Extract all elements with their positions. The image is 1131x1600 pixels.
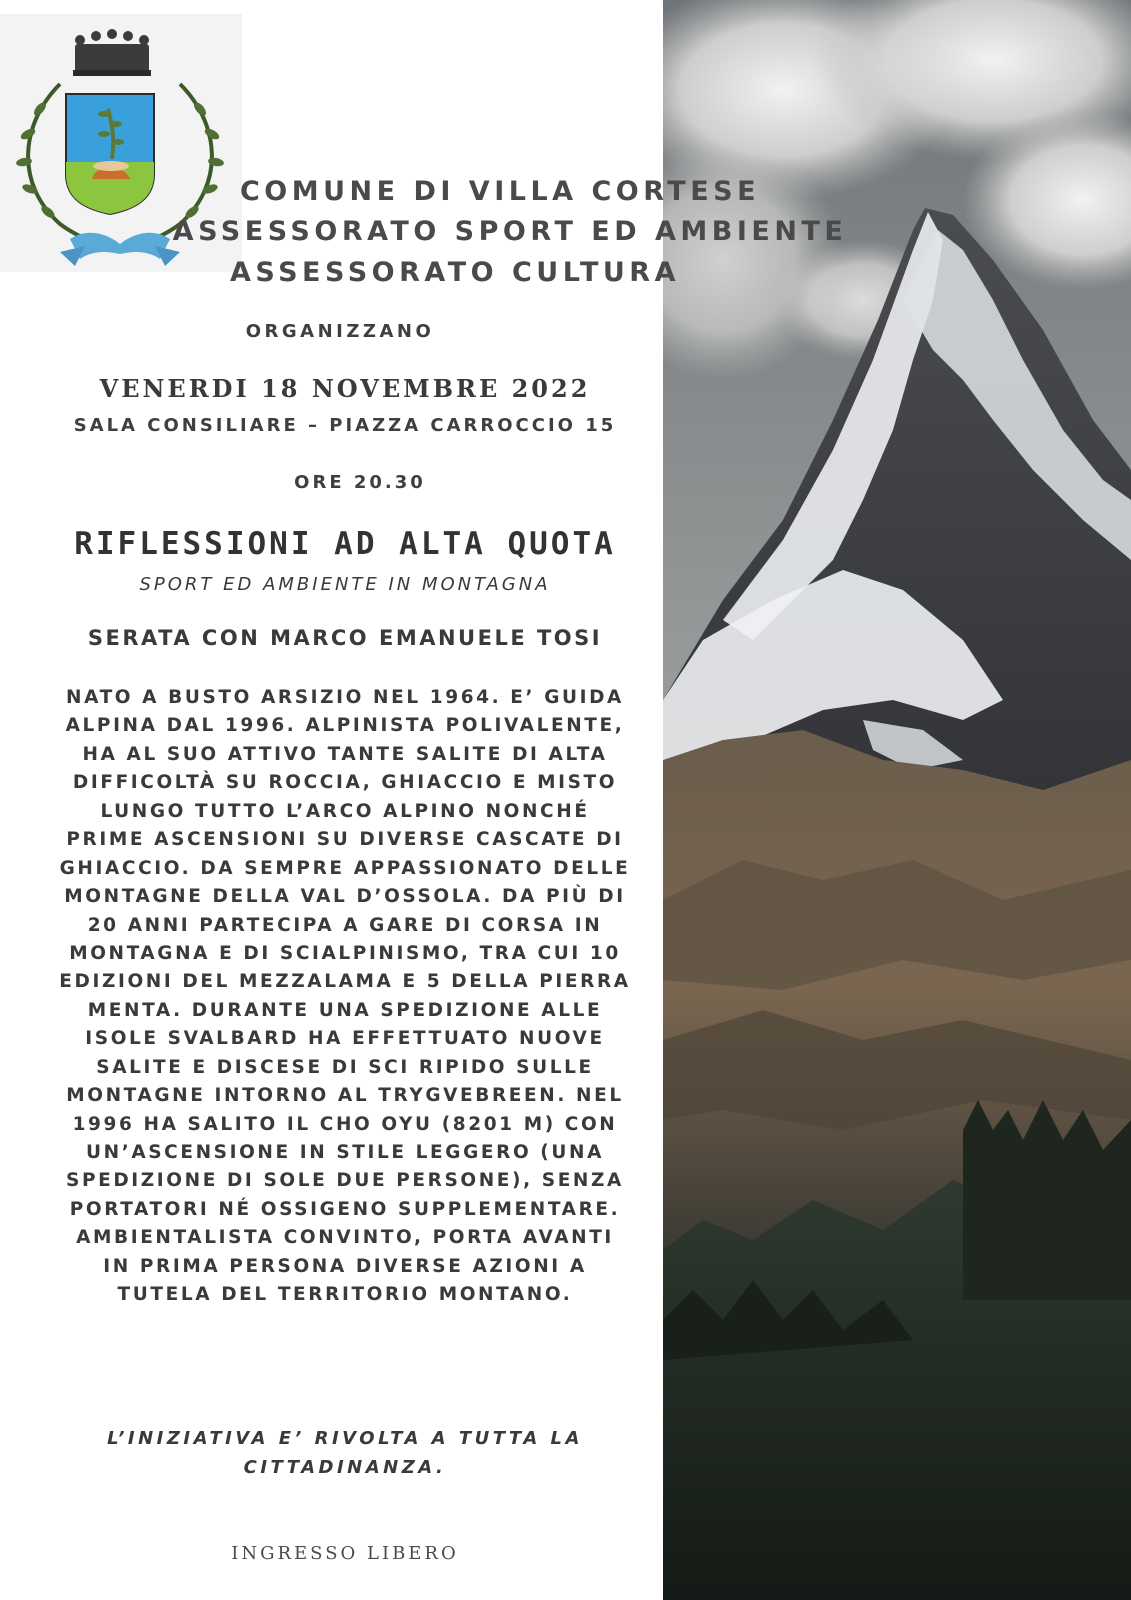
bio-line: UN’ASCENSIONE IN STILE LEGGERO (UNA <box>86 1142 604 1163</box>
event-venue: SALA CONSILIARE – PIAZZA CARROCCIO 15 <box>73 415 617 436</box>
bio-line: EDIZIONI DEL MEZZALAMA E 5 DELLA PIERRA <box>59 971 631 993</box>
bio-line: NATO A BUSTO ARSIZIO NEL 1964. E’ GUIDA <box>66 687 624 708</box>
header-assessorato-cultura: ASSESSORATO CULTURA <box>229 257 680 288</box>
bio-line: PRIME ASCENSIONI SU DIVERSE CASCATE DI <box>66 829 624 851</box>
bio-line: 1996 HA SALITO IL CHO OYU (8201 M) CON <box>72 1113 618 1135</box>
bio-line: ALPINA DAL 1996. ALPINISTA POLIVALENTE, <box>65 715 625 737</box>
bio-line: LUNGO TUTTO L’ARCO ALPINO NONCHÉ <box>100 800 590 822</box>
bio-line: TUTELA DEL TERRITORIO MONTANO. <box>117 1284 573 1306</box>
audience-notice: L’INIZIATIVA E’ RIVOLTA A TUTTA LA <box>107 1428 583 1449</box>
bio-line: MONTAGNE DELLA VAL D’OSSOLA. DA PIÙ DI <box>64 886 626 908</box>
event-date: VENERDI 18 NOVEMBRE 2022 <box>99 374 591 403</box>
audience-notice-continued: CITTADINANZA. <box>243 1457 447 1478</box>
bio-line: GHIACCIO. DA SEMPRE APPASSIONATO DELLE <box>59 857 631 879</box>
bio-line: MONTAGNE INTORNO AL TRYGVEBREEN. NEL <box>66 1085 624 1107</box>
speaker-biography <box>40 684 650 1310</box>
bio-line: AMBIENTALISTA CONVINTO, PORTA AVANTI <box>76 1227 614 1249</box>
event-speaker: SERATA CON MARCO EMANUELE TOSI <box>87 626 603 650</box>
bio-line: PORTATORI NÉ OSSIGENO SUPPLEMENTARE. <box>69 1198 621 1220</box>
bio-line: IN PRIMA PERSONA DIVERSE AZIONI A <box>103 1255 587 1277</box>
organize-label: ORGANIZZANO <box>245 321 435 342</box>
bio-line: MENTA. DURANTE UNA SPEDIZIONE ALLE <box>87 999 603 1021</box>
bio-line: HA AL SUO ATTIVO TANTE SALITE DI ALTA <box>82 743 608 765</box>
bio-line: DIFFICOLTÀ SU ROCCIA, GHIACCIO E MISTO <box>72 772 618 794</box>
free-entry-label: INGRESSO LIBERO <box>231 1543 459 1564</box>
header-assessorato-sport: ASSESSORATO SPORT ED AMBIENTE <box>172 216 848 247</box>
event-time: ORE 20.30 <box>294 472 426 493</box>
bio-line: MONTAGNA E DI SCIALPINISMO, TRA CUI 10 <box>69 942 621 964</box>
event-subtitle: SPORT ED AMBIENTE IN MONTAGNA <box>139 574 551 595</box>
bio-line: ISOLE SVALBARD HA EFFETTUATO NUOVE <box>85 1028 605 1050</box>
bio-line: SPEDIZIONE DI SOLE DUE PERSONE), SENZA <box>66 1170 624 1192</box>
bio-line: SALITE E DISCESE DI SCI RIPIDO SULLE <box>96 1056 594 1078</box>
event-title: RIFLESSIONI AD ALTA QUOTA <box>74 526 616 562</box>
header-comune: COMUNE DI VILLA CORTESE <box>239 176 761 207</box>
bio-line: 20 ANNI PARTECIPA A GARE DI CORSA IN <box>87 914 603 936</box>
